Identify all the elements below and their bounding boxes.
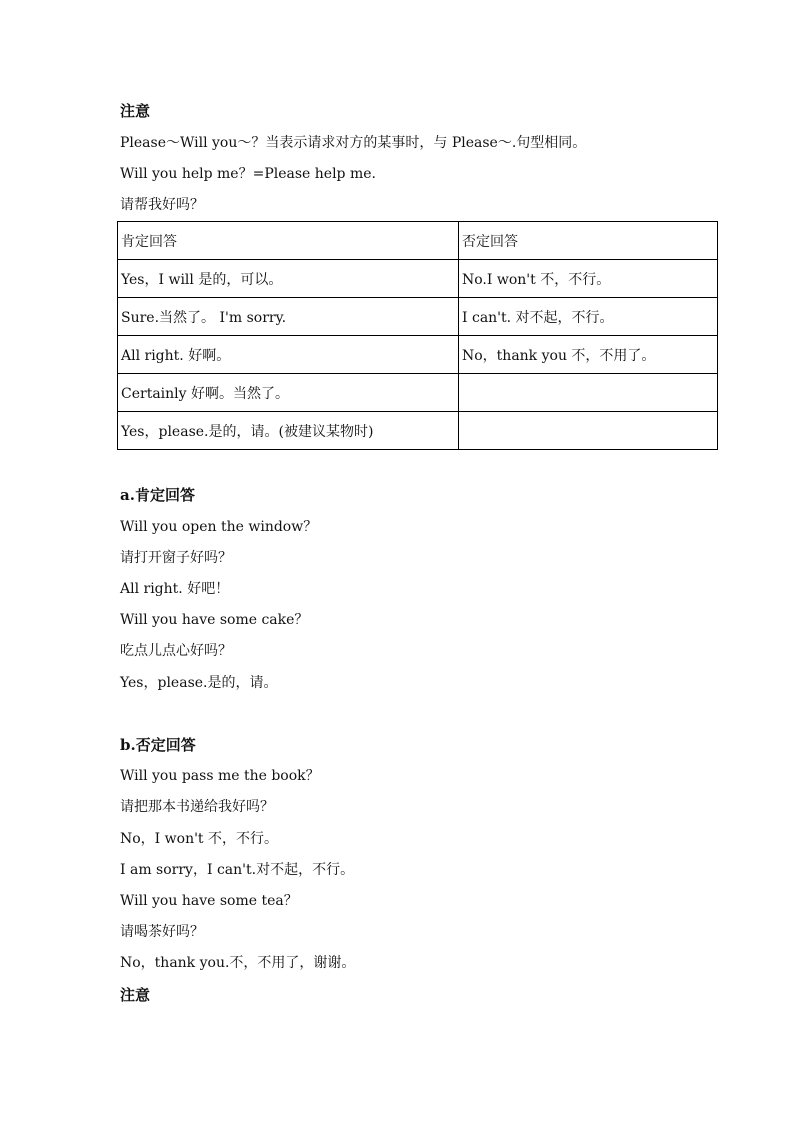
table-row — [118, 336, 718, 374]
table-cell: No，thank you 不，不用了。 — [459, 336, 718, 374]
table-row — [118, 260, 718, 298]
table-row — [118, 298, 718, 336]
example-line: Will you have some cake？ — [120, 612, 309, 628]
table-row — [118, 412, 718, 450]
table-cell: Sure.当然了。 I'm sorry. — [118, 298, 459, 336]
table-cell — [459, 374, 718, 412]
example-line: Yes，please.是的，请。 — [120, 675, 278, 691]
section-heading-note-end: 注意 — [120, 986, 151, 1004]
table-cell: Certainly 好啊。当然了。 — [118, 374, 459, 412]
example-line: Will you pass me the book？ — [120, 768, 320, 784]
section-heading-positive: a.肯定回答 — [120, 486, 195, 504]
example-line: 请把那本书递给我好吗？ — [120, 799, 274, 815]
table-cell: Yes，I will 是的，可以。 — [118, 260, 459, 298]
example-line: 请打开窗子好吗？ — [120, 550, 232, 566]
table-cell: I can't. 对不起，不行。 — [459, 298, 718, 336]
example-chinese: 请帮我好吗？ — [120, 197, 204, 213]
section-heading-negative: b.否定回答 — [120, 736, 196, 754]
table-cell: All right. 好啊。 — [118, 336, 459, 374]
example-line: No，I won't 不，不行。 — [120, 831, 279, 847]
header-cell-negative: 否定回答 — [459, 222, 718, 260]
example-line: Will you have some tea？ — [120, 893, 298, 909]
note-text: Please～Will you～？当表示请求对方的某事时，与 Please～.句型相同。 — [120, 135, 587, 151]
example-line: I am sorry，I can't.对不起，不行。 — [120, 862, 355, 878]
example-line: All right. 好吧！ — [120, 581, 230, 597]
example-line: 请喝茶好吗？ — [120, 924, 204, 940]
example-english: Will you help me？=Please help me. — [120, 166, 376, 182]
table-cell — [459, 412, 718, 450]
table-header-row — [118, 222, 718, 260]
table-cell: No.I won't 不，不行。 — [459, 260, 718, 298]
section-heading-note: 注意 — [120, 102, 151, 120]
table-row — [118, 374, 718, 412]
example-line: No，thank you.不，不用了，谢谢。 — [120, 955, 356, 971]
example-line: 吃点儿点心好吗？ — [120, 643, 232, 659]
table-cell: Yes，please.是的，请。(被建议某物时) — [118, 412, 459, 450]
answer-table — [117, 221, 718, 450]
example-line: Will you open the window？ — [120, 519, 318, 535]
header-cell-positive: 肯定回答 — [118, 222, 459, 260]
